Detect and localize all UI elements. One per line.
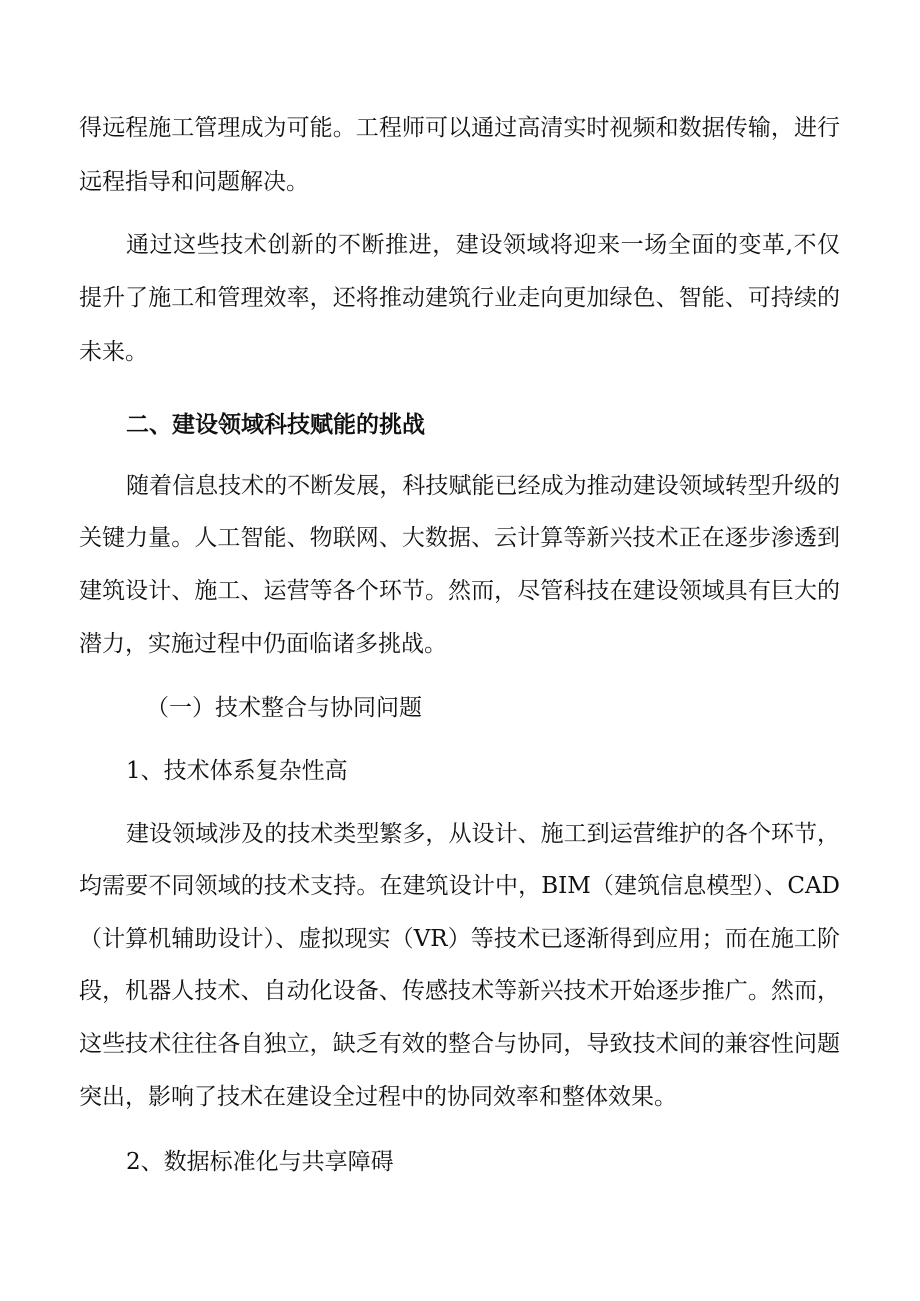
paragraph-line xyxy=(0,866,920,906)
paragraph-line xyxy=(0,518,920,558)
paragraph-line xyxy=(0,332,920,372)
paragraph-line xyxy=(0,971,920,1011)
section-heading-text: 二、建设领域科技赋能的挑战 xyxy=(126,411,425,438)
subsection-heading xyxy=(0,688,920,728)
paragraph-line xyxy=(0,919,920,959)
paragraph-line xyxy=(0,278,920,318)
paragraph-text: 建筑设计、施工、运营等各个环节。然而，尽管科技在建设领域具有巨大的 xyxy=(79,578,840,604)
paragraph-line xyxy=(0,162,920,202)
item-heading-text: 1、技术体系复杂性高 xyxy=(126,758,348,784)
paragraph-text: （计算机辅助设计）、虚拟现实（VR）等技术已逐渐得到应用；而在施工阶 xyxy=(79,926,840,952)
subsection-heading-text: （一）技术整合与协同问题 xyxy=(146,695,422,721)
paragraph-text: 均需要不同领域的技术支持。在建筑设计中，BIM（建筑信息模型）、CAD xyxy=(79,873,840,899)
paragraph-text: 建设领域涉及的技术类型繁多，从设计、施工到运营维护的各个环节， xyxy=(126,821,840,847)
paragraph-text: 潜力，实施过程中仍面临诸多挑战。 xyxy=(79,631,447,657)
item-heading xyxy=(0,1142,920,1182)
paragraph-text: 通过这些技术创新的不断推进，建设领域将迎来一场全面的变革,不仅 xyxy=(126,232,840,258)
paragraph-text: 关键力量。人工智能、物联网、大数据、云计算等新兴技术正在逐步渗透到 xyxy=(79,525,840,551)
paragraph-line xyxy=(0,225,920,265)
paragraph-text: 段，机器人技术、自动化设备、传感技术等新兴技术开始逐步推广。然而， xyxy=(79,978,840,1004)
paragraph-text: 提升了施工和管理效率，还将推动建筑行业走向更加绿色、智能、可持续的 xyxy=(79,285,840,311)
paragraph-line xyxy=(0,1077,920,1117)
paragraph-text: 随着信息技术的不断发展，科技赋能已经成为推动建设领域转型升级的 xyxy=(126,473,840,499)
paragraph-line xyxy=(0,108,920,148)
paragraph-text: 远程指导和问题解决。 xyxy=(79,169,309,195)
paragraph-text: 这些技术往往各自独立，缺乏有效的整合与协同，导致技术间的兼容性问题 xyxy=(79,1031,840,1057)
item-heading xyxy=(0,751,920,791)
paragraph-line xyxy=(0,1024,920,1064)
paragraph-line xyxy=(0,624,920,664)
paragraph-text: 未来。 xyxy=(79,339,148,365)
item-heading-text: 2、数据标准化与共享障碍 xyxy=(126,1149,394,1175)
section-heading xyxy=(0,405,920,445)
paragraph-text: 突出，影响了技术在建设全过程中的协同效率和整体效果。 xyxy=(79,1084,677,1110)
paragraph-text: 得远程施工管理成为可能。工程师可以通过高清实时视频和数据传输，进行 xyxy=(79,115,840,141)
paragraph-line xyxy=(0,466,920,506)
paragraph-line xyxy=(0,814,920,854)
paragraph-line xyxy=(0,571,920,611)
